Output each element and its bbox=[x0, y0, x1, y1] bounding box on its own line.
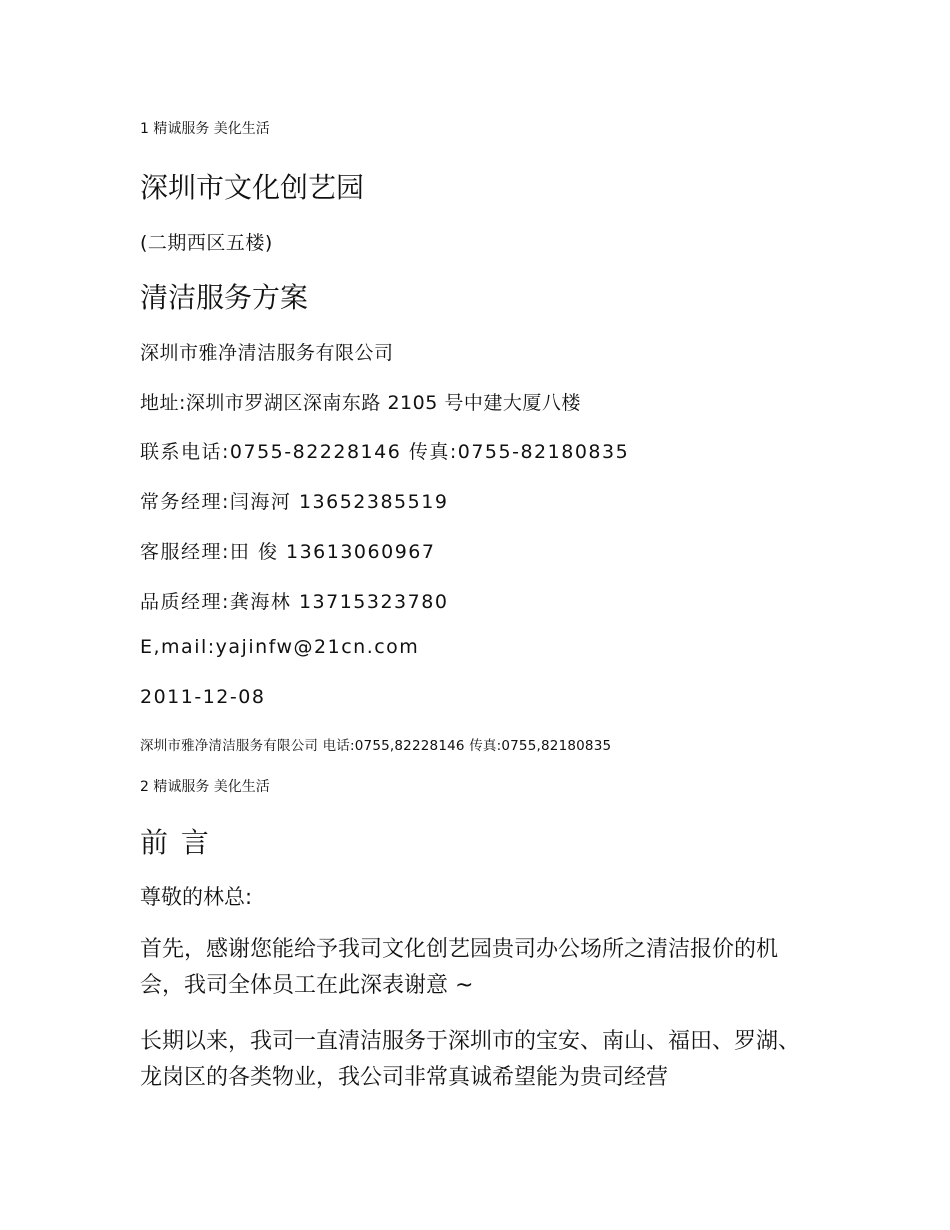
preface-title: 前 言 bbox=[140, 826, 211, 859]
ops-manager-line: 常务经理:闫海河 13652385519 bbox=[140, 491, 449, 513]
preface-paragraph-1: 首先，感谢您能给予我司文化创艺园贵司办公场所之清洁报价的机会，我司全体员工在此深表谢意 ~ bbox=[140, 937, 779, 998]
cs-manager-line: 客服经理:田 俊 13613060967 bbox=[140, 541, 436, 563]
page-header-2: 2 精诚服务 美化生活 bbox=[140, 779, 270, 795]
company-name: 深圳市雅净清洁服务有限公司 bbox=[140, 342, 394, 364]
page-footer-1: 深圳市雅净清洁服务有限公司 电话:0755,82228146 传真:0755,82180835 bbox=[140, 738, 612, 754]
document-date: 2011-12-08 bbox=[140, 686, 266, 708]
preface-paragraph-2: 长期以来，我司一直清洁服务于深圳市的宝安、南山、福田、罗湖、龙岗区的各类物业，我公司非常真诚希望能为贵司经营 bbox=[140, 1029, 801, 1090]
document-subtitle: (二期西区五楼) bbox=[140, 232, 273, 254]
salutation: 尊敬的林总: bbox=[140, 885, 253, 909]
document-title: 深圳市文化创艺园 bbox=[140, 171, 365, 204]
plan-title: 清洁服务方案 bbox=[140, 281, 309, 314]
email-line: E,mail:yajinfw@21cn.com bbox=[140, 636, 420, 658]
page-header-1: 1 精诚服务 美化生活 bbox=[140, 121, 270, 137]
phone-fax-line: 联系电话:0755-82228146 传真:0755-82180835 bbox=[140, 441, 630, 463]
qa-manager-line: 品质经理:龚海林 13715323780 bbox=[140, 591, 449, 613]
address-line: 地址:深圳市罗湖区深南东路 2105 号中建大厦八楼 bbox=[140, 392, 581, 414]
